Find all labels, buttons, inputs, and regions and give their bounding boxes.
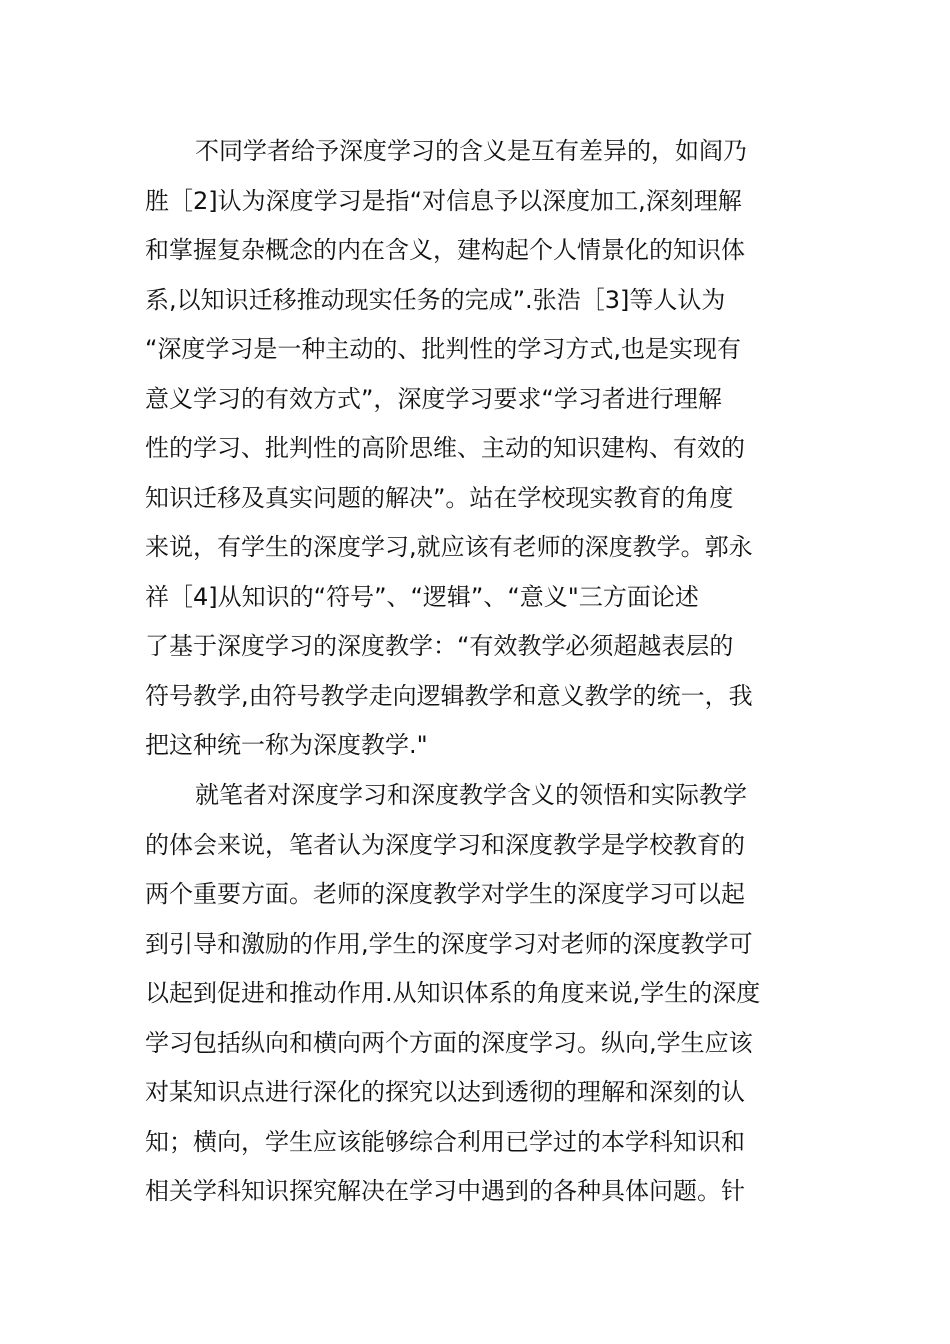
paragraph-line: 意义学习的有效方式”，深度学习要求“学习者进行理解 [145, 384, 722, 413]
paragraph-line: 和掌握复杂概念的内在含义，建构起个人情景化的知识体 [145, 236, 745, 264]
paragraph-line: 以起到促进和推动作用.从知识体系的角度来说,学生的深度 [145, 979, 761, 1007]
paragraph-line: 系,以知识迁移推动现实任务的完成”.张浩［3]等人认为 [145, 285, 726, 314]
paragraph-line: 知；横向，学生应该能够综合利用已学过的本学科知识和 [145, 1127, 745, 1156]
paragraph-line: 不同学者给予深度学习的含义是互有差异的，如阎乃 [195, 137, 747, 165]
paragraph-line: 的体会来说，笔者认为深度学习和深度教学是学校教育的 [145, 830, 745, 859]
paragraph-line: 知识迁移及真实问题的解决”。站在学校现实教育的角度 [145, 483, 734, 512]
paragraph-line: 相关学科知识探究解决在学习中遇到的各种具体问题。针 [145, 1177, 745, 1205]
paragraph-line: 两个重要方面。老师的深度教学对学生的深度学习可以起 [145, 880, 745, 908]
paragraph-line: 了基于深度学习的深度教学：“有效教学必须超越表层的 [145, 632, 734, 660]
paragraph-line: 性的学习、批判性的高阶思维、主动的知识建构、有效的 [145, 434, 745, 462]
paragraph-line: 符号教学,由符号教学走向逻辑教学和意义教学的统一，我 [145, 681, 753, 710]
paragraph-line: 把这种统一称为深度教学." [145, 731, 428, 759]
paragraph-line: 胜［2]认为深度学习是指“对信息予以深度加工,深刻理解 [145, 186, 742, 215]
paragraph-line: 祥［4]从知识的“符号”、“逻辑”、“意义"三方面论述 [145, 582, 699, 611]
paragraph-2 [145, 771, 805, 1217]
paragraph-line: 学习包括纵向和横向两个方面的深度学习。纵向,学生应该 [145, 1028, 753, 1057]
paragraph-line: 对某知识点进行深化的探究以达到透彻的理解和深刻的认 [145, 1078, 745, 1106]
paragraph-line: 到引导和激励的作用,学生的深度学习对老师的深度教学可 [145, 929, 753, 958]
paragraph-line: 就笔者对深度学习和深度教学含义的领悟和实际教学 [195, 781, 747, 809]
paragraph-line: “深度学习是一种主动的、批判性的学习方式,也是实现有 [145, 335, 742, 363]
paragraph-1 [145, 127, 805, 771]
paragraph-line: 来说，有学生的深度学习,就应该有老师的深度教学。郭永 [145, 533, 753, 561]
